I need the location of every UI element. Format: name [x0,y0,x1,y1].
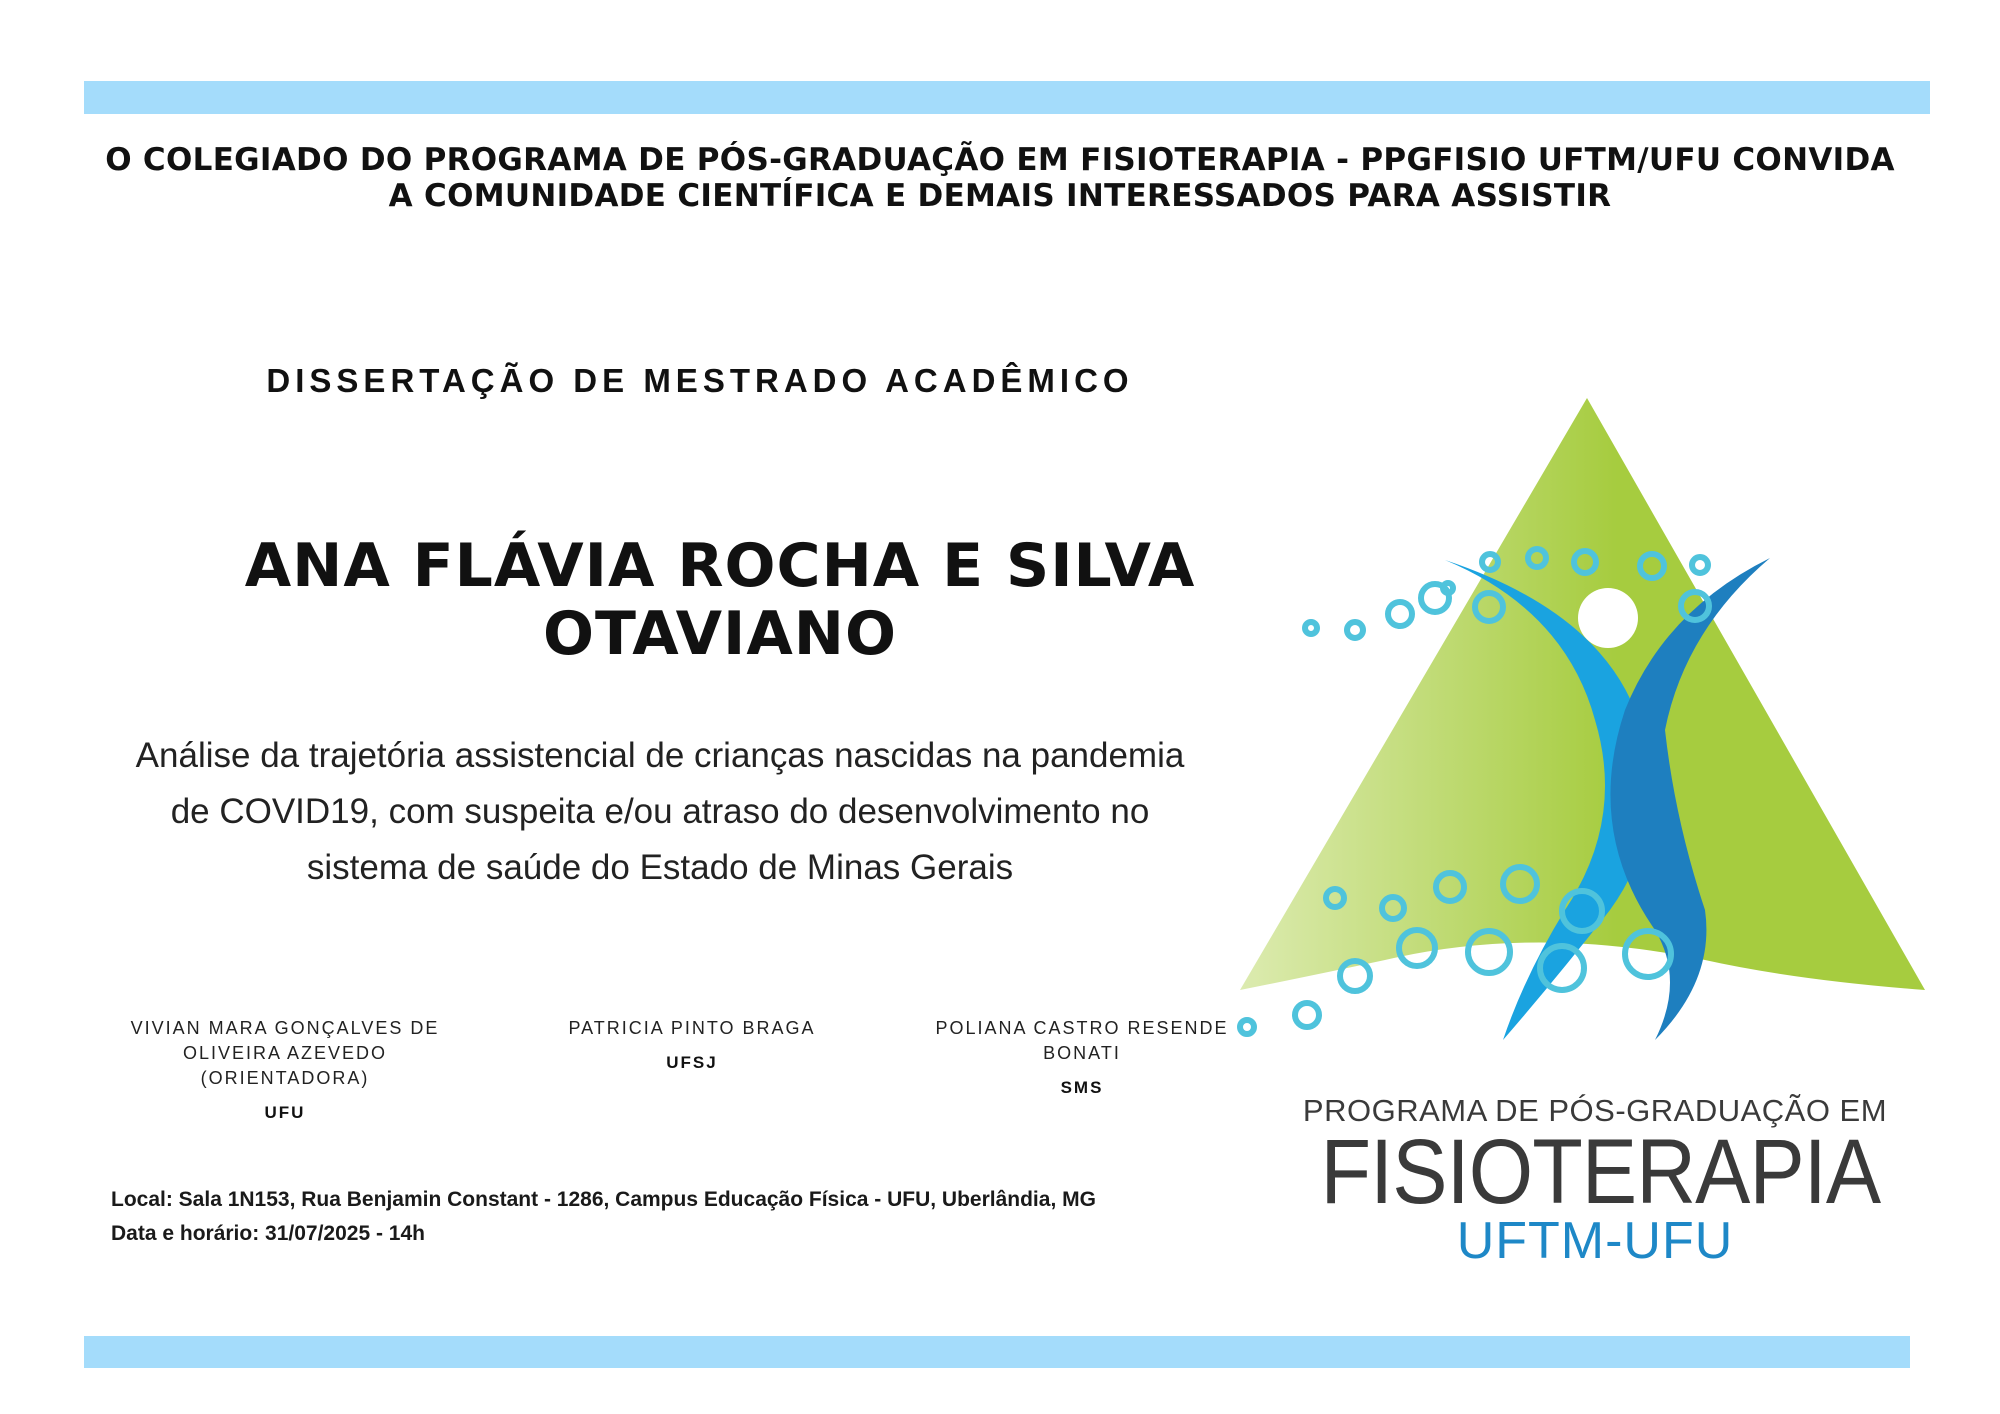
event-details [111,1183,1096,1251]
student-name-line-2: OTAVIANO [542,599,898,669]
logo-fisioterapia-line: FISIOTERAPIA [1320,1121,1881,1223]
ppgfisio-logo-icon [1235,390,1935,1070]
thesis-title [60,728,1260,896]
committee-member [502,1016,882,1073]
defense-type: DISSERTAÇÃO DE MESTRADO ACADÊMICO [266,362,1134,399]
bottom-decorative-bar [84,1336,1910,1368]
committee-member-institution: SMS [1060,1078,1104,1097]
event-location: Local: Sala 1N153, Rua Benjamin Constant - 1286, Campus Educação Física - UFU, Uberlândia, MG [111,1188,1096,1211]
thesis-title-line-1: Análise da trajetória assistencial de crianças nascidas na pandemia [135,736,1185,775]
header-line-2: A COMUNIDADE CIENTÍFICA E DEMAIS INTERESSADOS PARA ASSISTIR [388,178,1612,214]
thesis-title-line-3: sistema de saúde do Estado de Minas Gerais [306,848,1014,887]
committee-member-name: POLIANA CASTRO RESENDE [935,1018,1229,1038]
thesis-title-line-2: de COVID19, com suspeita e/ou atraso do desenvolvimento no [170,792,1150,831]
header-line-1: O COLEGIADO DO PROGRAMA DE PÓS-GRADUAÇÃO EM FISIOTERAPIA - PPGFISIO UFTM/UFU CONVIDA [105,142,1895,178]
figure-head [1578,588,1638,648]
event-datetime: Data e horário: 31/07/2025 - 14h [111,1222,425,1245]
student-name [120,532,1320,668]
committee-member [892,1016,1272,1098]
committee-member-institution: UFU [264,1103,306,1122]
committee-member [95,1016,475,1123]
committee-member-name: PATRICIA PINTO BRAGA [568,1018,816,1038]
committee-member-name: VIVIAN MARA GONÇALVES DE [130,1018,440,1038]
program-logo-text [1290,1093,1900,1270]
committee-member-name: BONATI [1043,1043,1121,1063]
invitation-header [60,142,1940,214]
committee-member-institution: UFSJ [666,1053,718,1072]
logo-program-line: PROGRAMA DE PÓS-GRADUAÇÃO EM [1302,1093,1888,1128]
logo-uftm-ufu-line: UFTM-UFU [1456,1212,1734,1270]
top-decorative-bar [84,81,1930,114]
committee-member-name: OLIVEIRA AZEVEDO [182,1043,388,1063]
committee-member-role: (ORIENTADORA) [200,1068,370,1088]
student-name-line-1: ANA FLÁVIA ROCHA E SILVA [244,531,1196,601]
